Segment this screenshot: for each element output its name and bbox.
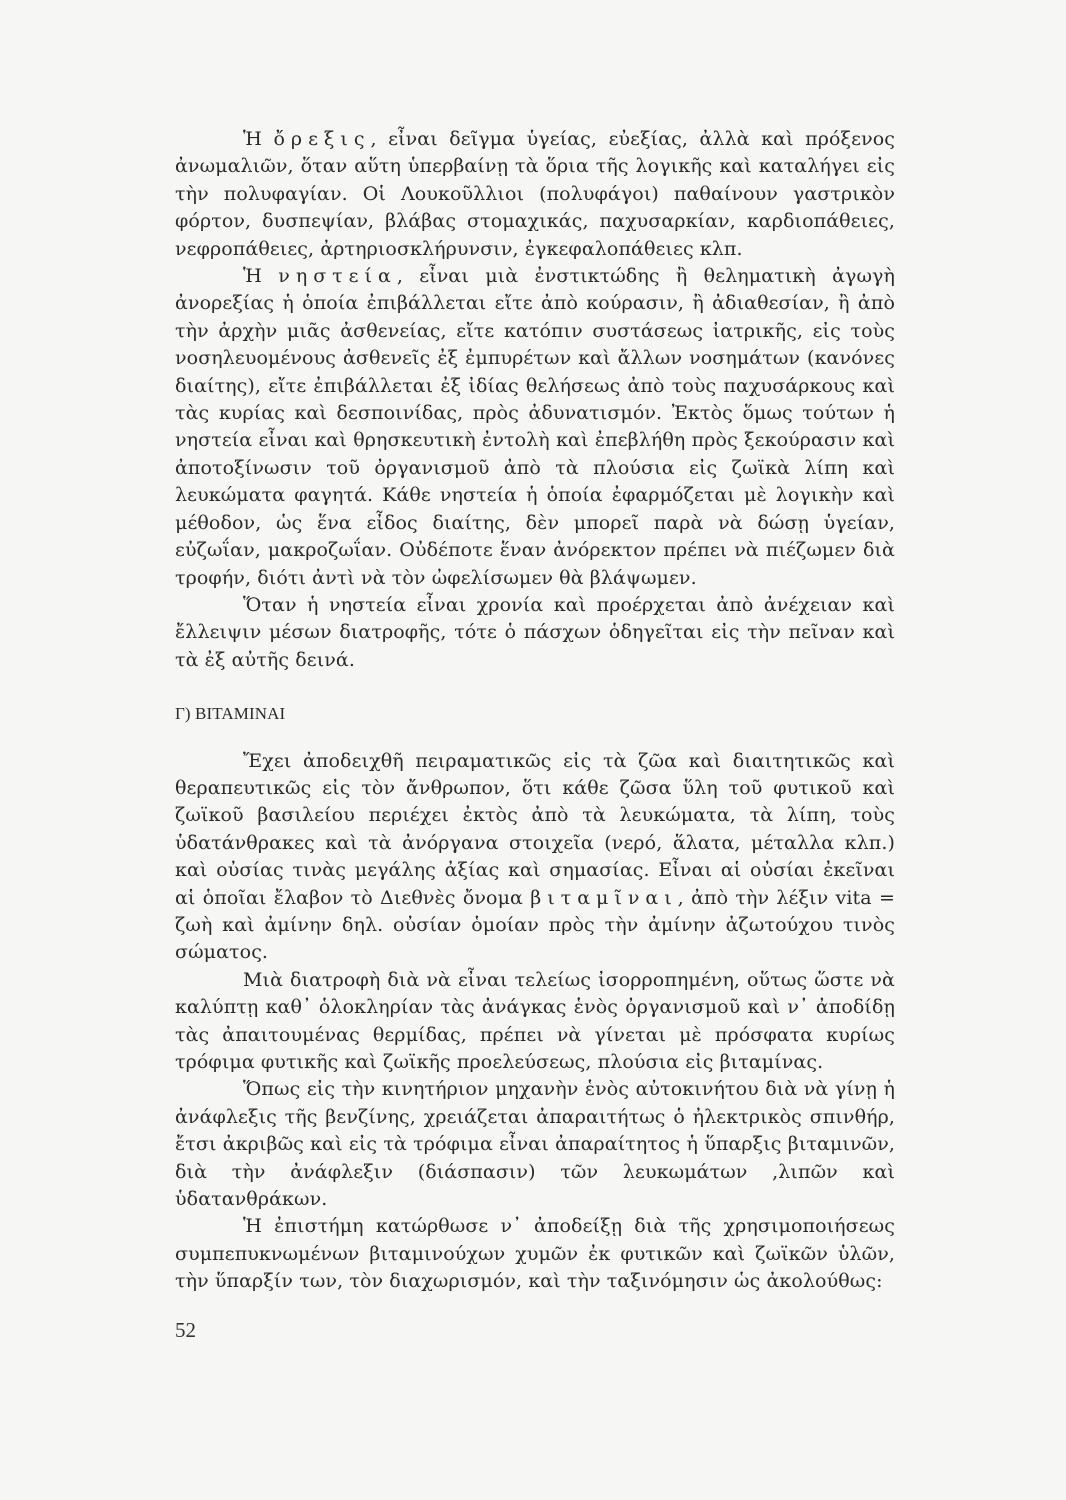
paragraph-fasting [175,263,895,592]
paragraph-text: Μιὰ διατροφὴ διὰ νὰ εἶναι τελείως ἰσορροπημένη, οὕτως ὥστε νὰ καλύπτῃ καθ᾿ ὁλοκληρίαν τὰς ἀνάγκας ἑνὸς ὀργανισμοῦ καὶ ν᾿ ἀποδίδῃ τὰς ἀπαιτουμένας θερμίδας, πρέπει νὰ γίνεται μὲ πρόσφατα κυρίως τρόφιμα φυτικῆς καὶ ζωϊκῆς προελεύσεως, πλούσια εἰς βιταμίνας. [175,968,895,1073]
paragraph-text: Ὅπως εἰς τὴν κινητήριον μηχανὴν ἑνὸς αὐτοκινήτου διὰ νὰ γίνῃ ἡ ἀνάφλεξις τῆς βενζίνης, χρειάζεται ἀπαραιτήτως ὁ ἠλεκτρικὸς σπινθήρ, ἔτσι ἀκριβῶς καὶ εἰς τὰ τρόφιμα εἶναι ἀπαραίτητος ἡ ὕπαρξις βιταμινῶν, διὰ τὴν ἀνάφλεξιν (διάσπασιν) τῶν λευκωμάτων ,λιπῶν καὶ ὑδατανθράκων. [175,1078,895,1211]
page-number: 52 [175,1318,196,1342]
paragraph-text: Ὅταν ἡ νηστεία εἶναι χρονία καὶ προέρχεται ἀπὸ ἀνέχειαν καὶ ἔλλειψιν μέσων διατροφῆς, τότε ὁ πάσχων ὁδηγεῖται εἰς τὴν πεῖναν καὶ τὰ ἐξ αὐτῆς δεινά. [175,593,895,671]
emphasized-term-appetite: ὄρεξις [273,128,371,150]
paragraph-text: , εἶναι μιὰ ἐνστικτώδης ἢ θεληματικὴ ἀγωγὴ ἀνορεξίας ἡ ὁποία ἐπιβάλλεται εἴτε ἀπὸ κούρασιν, ἢ ἀδιαθεσίαν, ἢ ἀπὸ τὴν ἀρχὴν μιᾶς ἀσθενείας, εἴτε κατόπιν συστάσεως ἰατρικῆς, εἰς τοὺς νοσηλευομένους ἀσθενεῖς ἐξ ἐμπυρέτων καὶ ἄλλων νοσημάτων (κανόνες διαίτης), εἴτε ἐπιβάλλεται ἐξ ἰδίας θελήσεως ἀπὸ τοὺς παχυσάρκους καὶ τὰς κυρίας καὶ δεσποινίδας, πρὸς ἀδυνατισμόν. Ἐκτὸς ὅμως τούτων ἡ νηστεία εἶναι καὶ θρησκευτικὴ ἐντολὴ καὶ ἐπεβλήθη πρὸς ξεκούρασιν καὶ ἀποτοξίνωσιν τοῦ ὀργανισμοῦ ἀπὸ τὰ πλούσια εἰς ζωϊκὰ λίπη καὶ λευκώματα φαγητά. Κάθε νηστεία ἡ ὁποία ἐφαρμόζεται μὲ λογικὴν καὶ μέθοδον, ὡς ἕνα εἶδος διαίτης, δὲν μπορεῖ παρὰ νὰ δώσῃ ὑγείαν, εὐζωΐαν, μακροζωΐαν. Οὐδέποτε ἕναν ἀνόρεκτον πρέπει νὰ πιέζωμεν διὰ τροφήν, διότι ἀντὶ νὰ τὸν ὠφελίσωμεν θὰ βλάψωμεν. [175,265,895,589]
paragraph-text: Ἡ ἐπιστήμη κατώρθωσε ν᾿ ἀποδείξῃ διὰ τῆς χρησιμοποιήσεως συμπεπυκνωμένων βιταμινούχων χυμῶν ἐκ φυτικῶν καὶ ζωϊκῶν ὑλῶν, τὴν ὕπαρξίν των, τὸν διαχωρισμόν, καὶ τὴν ταξινόμησιν ὡς ἀκολούθως: [175,1215,895,1293]
paragraph-lead: Ἡ [243,265,262,288]
paragraph-text: , εἶναι δεῖγμα ὑγείας, εὐεξίας, ἀλλὰ καὶ πρόξενος ἀνωμαλιῶν, ὅταν αὕτη ὑπερβαίνῃ τὰ ὅρια τῆς λογικῆς καὶ καταλήγει εἰς τὴν πολυφαγίαν. Οἱ Λουκοῦλλιοι (πολυφάγοι) παθαίνουν γαστρικὸν φόρτον, δυσπεψίαν, βλάβας στομαχικάς, παχυσαρκίαν, καρδιοπάθειες, νεφροπάθειες, ἀρτηριοσκλήρυνσιν, ἐγκεφαλοπάθειες κλπ. [175,128,895,260]
paragraph-text: Ἔχει ἀποδειχθῆ πειραματικῶς εἰς τὰ ζῶα καὶ διαιτητικῶς καὶ θεραπευτικῶς εἰς τὸν ἄνθρωπον, ὅτι κάθε ζῶσα ὕλη τοῦ φυτικοῦ καὶ ζωϊκοῦ βασιλείου περιέχει ἐκτὸς ἀπὸ τὰ λευκώματα, τὰ λίπη, τοὺς ὑδατάνθρακες καὶ τὰ ἀνόργανα στοιχεῖα (νερό, ἅλατα, μέταλλα κλπ.) καὶ οὐσίας τινὰς μεγάλης ἀξίας καὶ σημασίας. Εἶναι αἱ οὐσίαι ἐκεῖναι αἱ ὁποῖαι ἔλαβον τὸ Διεθνὲς ὄνομα [175,749,895,909]
paragraph-balanced-diet [175,967,895,1077]
paragraph-text: , ἀπὸ τὴν λέξιν vita = ζωὴ καὶ ἀμίνην δηλ. οὐσίαν ὁμοίαν πρὸς τὴν ἀμίνην ἀζωτούχου τινὸς σώματος. [175,886,895,964]
paragraph-lead: Ἡ [243,128,262,150]
paragraph-spark-analogy [175,1076,895,1213]
paragraph-science [175,1213,895,1295]
emphasized-term-vitamins: βιταμῖναι [530,886,678,909]
paragraph-appetite [175,126,895,263]
page-body [175,126,895,1296]
emphasized-term-fasting: νηστεία [278,265,397,288]
section-heading: Γ) ΒΙΤΑΜΙΝΑΙ [175,704,286,724]
paragraph-chronic-fasting [175,592,895,674]
paragraph-vitamins-intro [175,748,895,967]
